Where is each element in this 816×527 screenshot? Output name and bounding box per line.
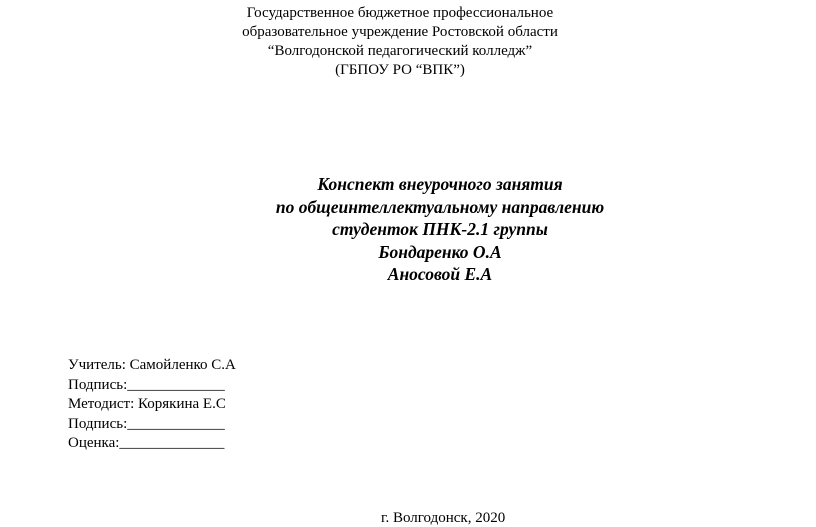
institution-header bbox=[200, 4, 600, 80]
institution-line: Государственное бюджетное профессиональное bbox=[246, 5, 554, 21]
grade-line: Оценка:______________ bbox=[68, 435, 225, 451]
title-line: Конспект внеурочного занятия bbox=[317, 174, 563, 194]
title-line: студенток ПНК-2.1 группы bbox=[332, 219, 548, 239]
author-name: Аносовой Е.А bbox=[387, 264, 493, 284]
author-name: Бондаренко О.А bbox=[378, 241, 502, 262]
signature-line: Подпись:_____________ bbox=[68, 415, 225, 432]
institution-line: образовательное учреждение Ростовской области bbox=[242, 24, 558, 40]
institution-line: “Волгодонской педагогический колледж” bbox=[267, 43, 533, 59]
signature-block bbox=[68, 356, 236, 454]
place-date: г. Волгодонск, 2020 bbox=[381, 510, 506, 526]
title-line: по общеинтеллектуальному направлению bbox=[275, 196, 605, 217]
institution-line: (ГБПОУ РО “ВПК”) bbox=[335, 62, 465, 78]
teacher-line: Учитель: Самойленко С.А bbox=[68, 357, 236, 373]
signature-line: Подпись:_____________ bbox=[68, 376, 225, 393]
document-title bbox=[240, 173, 640, 286]
methodist-line: Методист: Корякина Е.С bbox=[68, 396, 226, 412]
